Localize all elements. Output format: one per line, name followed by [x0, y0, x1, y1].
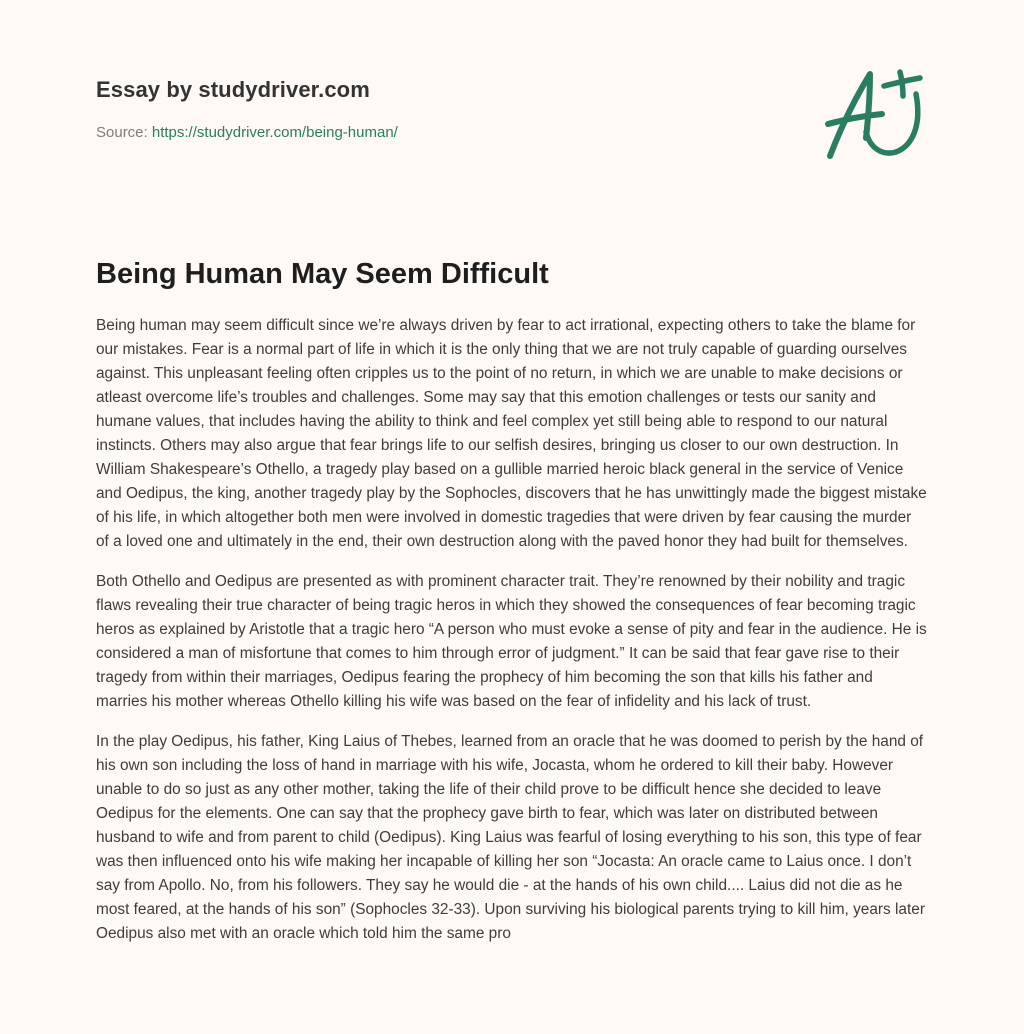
a-plus-grade-icon: [822, 68, 930, 164]
essay-paragraph: Both Othello and Oedipus are presented as with prominent character trait. They’re renowned by their nobility and tragic flaws revealing their true character of being tragic heros in which they showed the consequences of fear becoming tragic heros as explained by Aristotle that a tragic hero “A person who must evoke a sense of pity and fear in the audience. He is considered a man of misfortune that comes to him through error of judgment.” It can be said that fear gave rise to their tragedy from within their marriages, Oedipus fearing the prophecy of him becoming the son that kills his father and marries his mother whereas Othello killing his wife was based on the fear of infidelity and his lack of trust.: [96, 573, 927, 710]
site-title: Essay by studydriver.com: [96, 77, 370, 102]
essay-paragraph: In the play Oedipus, his father, King Laius of Thebes, learned from an oracle that he was doomed to perish by the hand of his own son including the loss of hand in marriage with his wife, Jocasta, whom he ordered to kill their baby. However unable to do so just as any other mother, taking the life of their child prove to be difficult hence she decided to leave Oedipus for the elements. One can say that the prophecy gave birth to fear, which was later on distributed between husband to wife and from parent to child (Oedipus). King Laius was fearful of losing everything to his son, this type of fear was then influenced onto his wife making her incapable of killing her son “Jocasta: An oracle came to Laius once. I don’t say from Apollo. No, from his followers. They say he would die - at the hands of his own child.... Laius did not die as he most feared, at the hands of his son” (Sophocles 32-33). Upon surviving his biological parents trying to kill him, years later Oedipus also met with an oracle which told him the same pro: [96, 733, 925, 942]
source-link[interactable]: https://studydriver.com/being-human/: [151, 124, 398, 141]
essay-body: [96, 314, 928, 962]
source-line: [96, 122, 796, 144]
page-header: [96, 72, 796, 144]
essay-title: Being Human May Seem Difficult: [96, 258, 549, 290]
essay-paragraph: Being human may seem difficult since we’re always driven by fear to act irrational, expecting others to take the blame for our mistakes. Fear is a normal part of life in which it is the only thing that we are not truly capable of guarding ourselves against. This unpleasant feeling often cripples us to the point of no return, in which we are unable to make decisions or atleast overcome life’s troubles and challenges. Some may say that this emotion challenges or tests our sanity and humane values, that includes having the ability to think and feel complex yet still being able to respond to our natural instincts. Others may also argue that fear brings life to our selfish desires, bringing us closer to our own destruction. In William Shakespeare’s Othello, a tragedy play based on a gullible married heroic black general in the service of Venice and Oedipus, the king, another tragedy play by the Sophocles, discovers that he has unwittingly made the biggest mistake of his life, in which altogether both men were involved in domestic tragedies that were driven by fear causing the murder of a loved one and ultimately in the end, their own destruction along with the paved honor they had built for themselves.: [96, 317, 927, 550]
source-label: Source:: [96, 124, 152, 141]
